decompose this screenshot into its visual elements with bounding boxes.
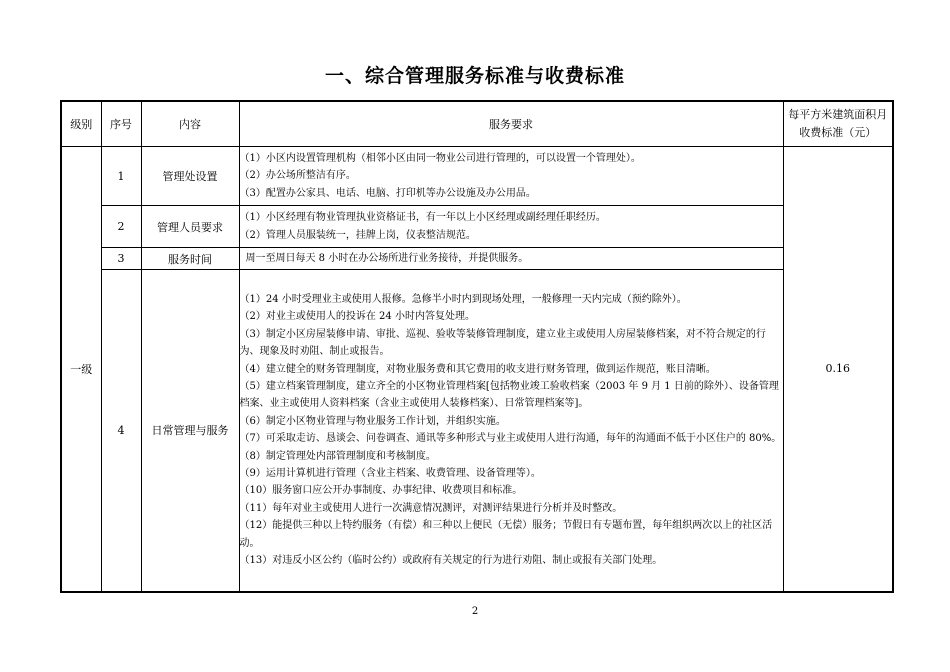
page-number: 2 [471, 606, 479, 617]
table-row [61, 248, 893, 270]
level-cell: 一级 [61, 147, 101, 592]
requirement-item: （1）小区内设置管理机构（相邻小区由同一物业公司进行管理的，可以设置一个管理处）。 [239, 152, 641, 164]
requirement-item: （6）制定小区物业管理与物业服务工作计划，并组织实施。 [239, 415, 506, 427]
row-no: 2 [101, 206, 141, 248]
requirement-item: （2）管理人员服装统一，挂牌上岗，仪表整洁规范。 [239, 229, 476, 241]
requirement-item: 周一至周日每天 8 小时在办公场所进行业务接待，并提供服务。 [245, 252, 529, 264]
row-no: 3 [101, 248, 141, 270]
requirement-item: （2）办公场所整洁有序。 [239, 170, 356, 182]
requirement-item: （1）24 小时受理业主或使用人报修。急修半小时内到现场处理，一般修理一天内完成（预约除外）。 [239, 294, 687, 305]
requirement-item: （12）能提供三种以上特约服务（有偿）和三种以上便民（无偿）服务；节假日有专题布置，每年组织两次以上的社区活动。 [239, 520, 773, 549]
table-row [61, 270, 893, 592]
row-requirements [239, 248, 783, 270]
row-content: 管理处设置 [141, 147, 239, 206]
row-no: 1 [101, 147, 141, 206]
row-requirements [239, 206, 783, 248]
requirement-item: （8）制定管理处内部管理制度和考核制度。 [239, 450, 436, 462]
page-title: 一、综合管理服务标准与收费标准 [324, 65, 625, 87]
header-level: 级别 [61, 101, 101, 147]
row-requirements [239, 147, 783, 206]
table-row [61, 147, 893, 206]
requirement-item: （7）可采取走访、恳谈会、问卷调查、通讯等多种形式与业主或使用人进行沟通，每年的沟通面不低于小区住户的 80%。 [239, 433, 782, 445]
requirement-item: （5）建立档案管理制度，建立齐全的小区物业管理档案[包括物业竣工验收档案（2003 年 9 月 1 日前的除外）、设备管理档案、业主或使用人资料档案（含业主或使用人装修档案）、日常管理档案等]。 [239, 381, 779, 410]
requirement-item: （1）小区经理有物业管理执业资格证书，有一年以上小区经理或副经理任职经历。 [239, 212, 606, 224]
table-row [61, 206, 893, 248]
fee-cell: 0.16 [783, 147, 893, 592]
table-header-row [61, 101, 893, 147]
header-fee: 每平方米建筑面积月收费标准（元） [783, 101, 893, 147]
requirement-item: （10）服务窗口应公开办事制度、办事纪律、收费项目和标准。 [239, 485, 523, 497]
row-content: 日常管理与服务 [141, 270, 239, 592]
requirement-item: （4）建立健全的财务管理制度，对物业服务费和其它费用的收支进行财务管理，做到运作规范，账目清晰。 [239, 363, 716, 375]
row-requirements [239, 270, 783, 592]
requirement-item: （3）配置办公家具、电话、电脑、打印机等办公设施及办公用品。 [239, 187, 536, 199]
header-no: 序号 [101, 101, 141, 147]
service-standard-table [60, 100, 894, 593]
requirement-item: （11）每年对业主或使用人进行一次满意情况测评，对测评结果进行分析并及时整改。 [239, 502, 623, 514]
requirement-item: （2）对业主或使用人的投诉在 24 小时内答复处理。 [239, 311, 475, 323]
header-content: 内容 [141, 101, 239, 147]
row-content: 服务时间 [141, 248, 239, 270]
requirement-item: （3）制定小区房屋装修申请、审批、巡视、验收等装修管理制度，建立业主或使用人房屋装修档案，对不符合规定的行为、现象及时劝阻、制止或报告。 [239, 328, 766, 358]
row-content: 管理人员要求 [141, 206, 239, 248]
requirement-item: （9）运用计算机进行管理（含业主档案、收费管理、设备管理等）。 [239, 468, 541, 480]
requirement-item: （13）对违反小区公约（临时公约）或政府有关规定的行为进行劝阻、制止或报有关部门处理。 [239, 555, 663, 567]
row-no: 4 [101, 270, 141, 592]
header-requirements: 服务要求 [239, 101, 783, 147]
